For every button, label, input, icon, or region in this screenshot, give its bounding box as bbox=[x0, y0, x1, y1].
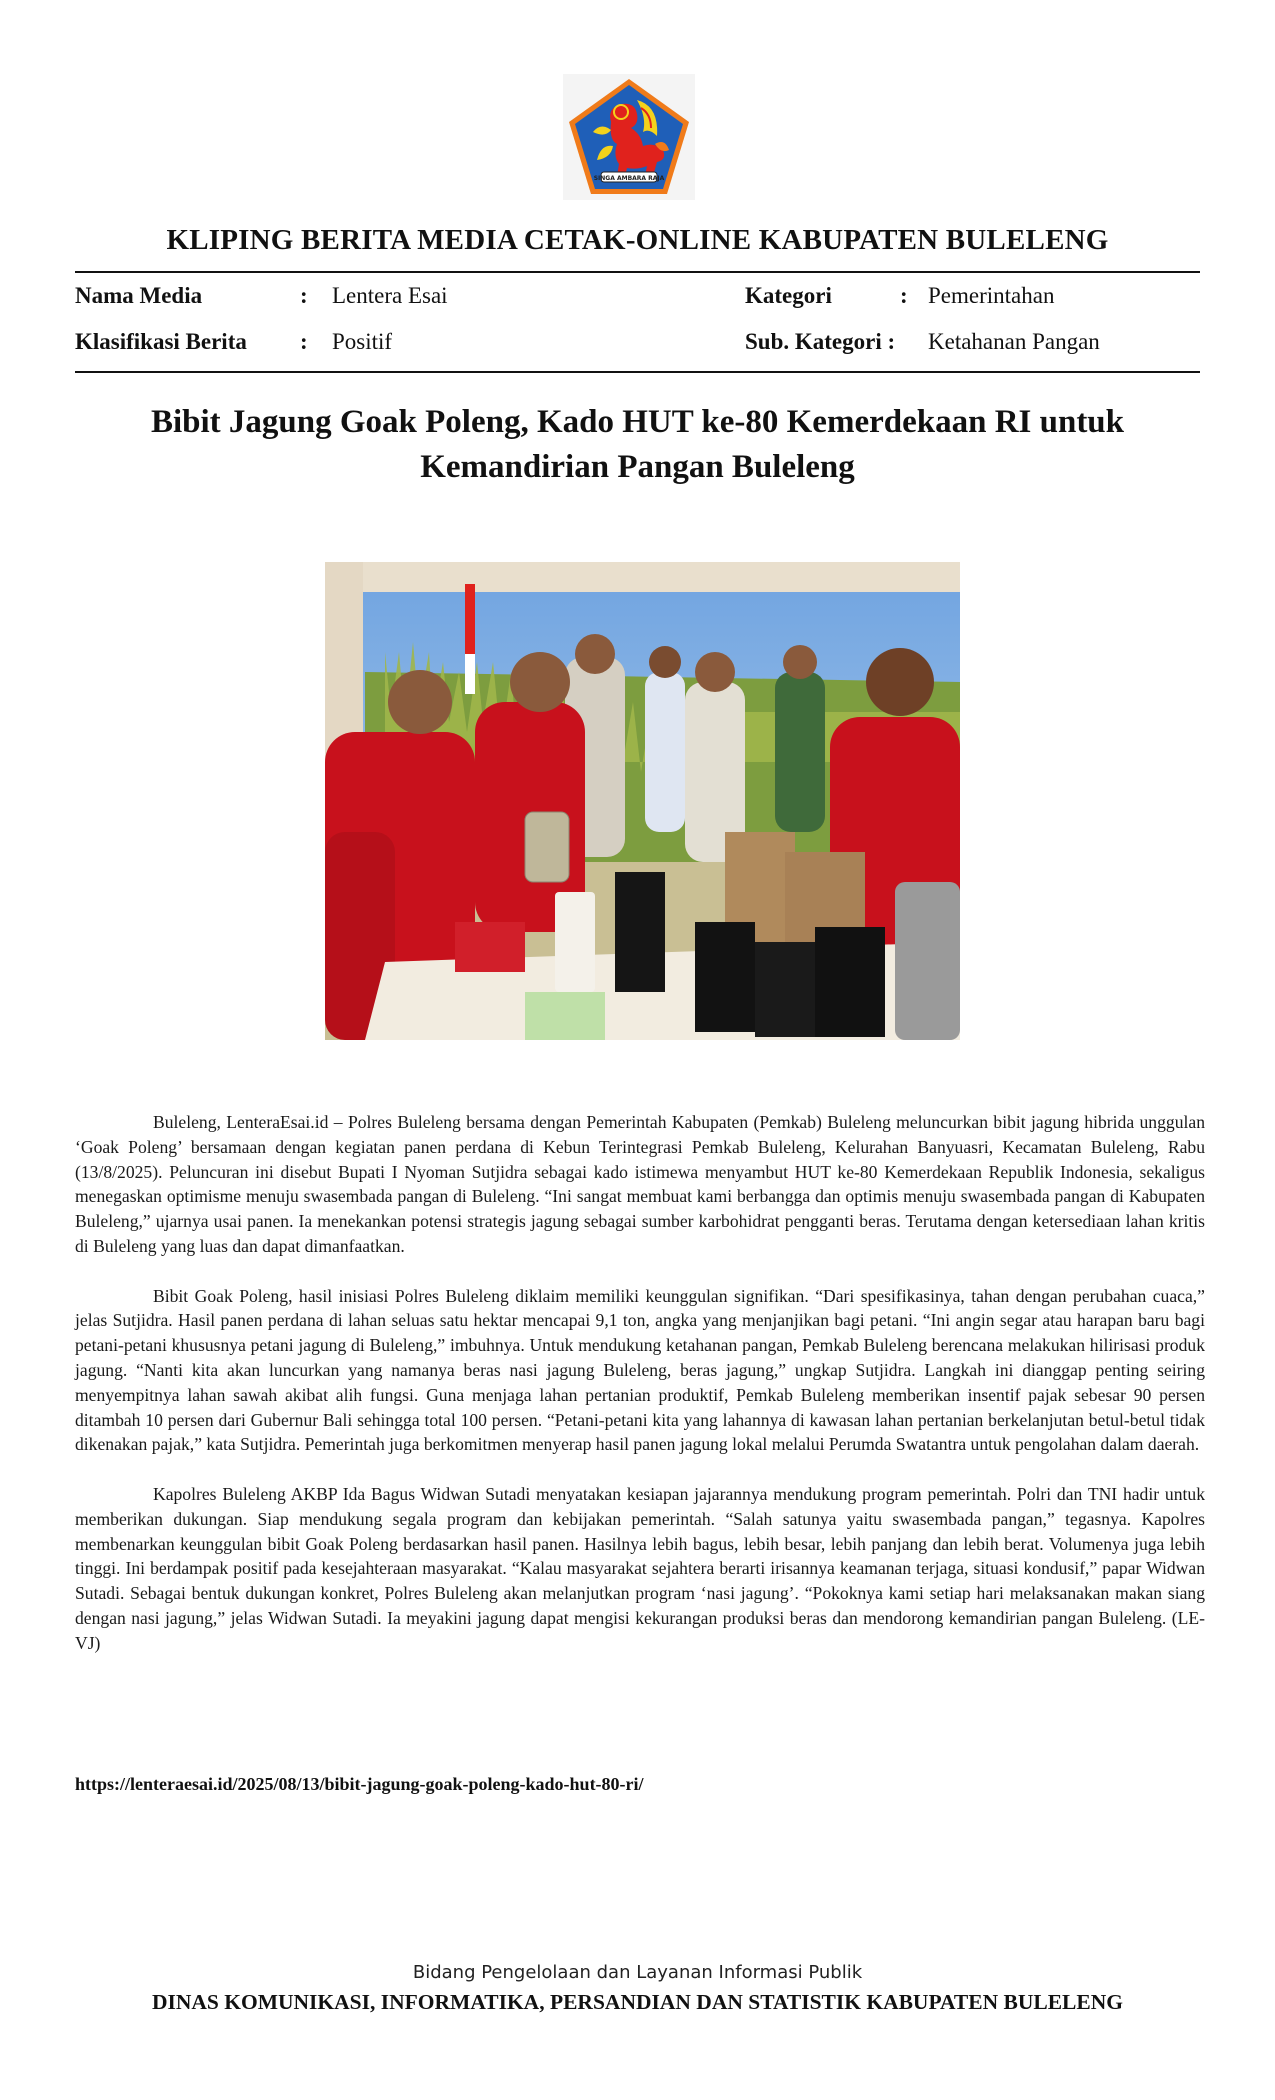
nama-media-colon: : bbox=[300, 283, 308, 308]
article-headline: Bibit Jagung Goak Poleng, Kado HUT ke-80 Kemerdekaan RI untuk Kemandirian Pangan Buleleng bbox=[150, 404, 1125, 485]
footer-unit-name: Bidang Pengelolaan dan Layanan Informasi Publik bbox=[412, 1962, 863, 1983]
kategori-label: Kategori bbox=[745, 283, 832, 308]
sub-kategori-label: Sub. Kategori : bbox=[745, 329, 896, 354]
crest-icon bbox=[563, 74, 695, 200]
source-url-link[interactable]: https://lenteraesai.id/2025/08/13/bibit-jagung-goak-poleng-kado-hut-80-ri/ bbox=[75, 1774, 644, 1794]
svg-text:SINGA AMBARA RAJA: SINGA AMBARA RAJA bbox=[593, 175, 665, 182]
article-paragraph-2: Bibit Goak Poleng, hasil inisiasi Polres Buleleng diklaim memiliki keunggulan signifikan. “Dari spesifikasinya, tahan dengan perubahan cuaca,” jelas Sutjidra. Hasil panen perdana di lahan seluas satu hektar mencapai 9,1 ton, angka yang menjanjikan bagi petani. “Ini angin segar atau harapan baru bagi petani-petani khususnya petani jagung di Buleleng,” imbuhnya. Untuk mendukung ketahanan pangan, Pemkab Buleleng berencana melakukan hilirisasi produk jagung. “Nanti kita akan luncurkan yang namanya beras nasi jagung Buleleng, beras jagung,” ungkap Sutjidra. Langkah ini dianggap penting seiring menyempitnya lahan sawah akibat alih fungsi. Guna menjaga lahan pertanian produktif, Pemkab Buleleng memberikan insentif pajak sebesar 90 persen ditambah 10 persen dari Gubernur Bali sehingga total 100 persen. “Petani-petani kita yang lahannya di kawasan lahan pertanian berkelanjutan betul-betul tidak dikenakan pajak,” kata Sutjidra. Pemerintah juga berkomitmen menyerap hasil panen jagung lokal melalui Perumda Swatantra untuk pengolahan dalam daerah. bbox=[75, 1285, 1205, 1455]
klasifikasi-label: Klasifikasi Berita bbox=[75, 329, 247, 354]
meta-row-1 bbox=[0, 282, 1275, 312]
kategori-value: Pemerintahan bbox=[928, 283, 1055, 308]
kliping-title: KLIPING BERITA MEDIA CETAK-ONLINE KABUPATEN BULELENG bbox=[166, 224, 1109, 256]
kabupaten-buleleng-crest-logo bbox=[563, 74, 695, 200]
article-paragraph-1: Buleleng, LenteraEsai.id – Polres Buleleng bersama dengan Pemerintah Kabupaten (Pemkab) Buleleng meluncurkan bibit jagung hibrida unggulan ‘Goak Poleng’ bersamaan dengan kegiatan panen perdana di Kebun Terintegrasi Pemkab Buleleng, Kelurahan Banyuasri, Kecamatan Buleleng, Rabu (13/8/2025). Peluncuran ini disebut Bupati I Nyoman Sutjidra sebagai kado istimewa menyambut HUT ke-80 Kemerdekaan Republik Indonesia, sekaligus menegaskan optimisme menuju swasembada pangan di Buleleng. “Ini sangat membuat kami berbangga dan optimis menuju swasembada pangan di Kabupaten Buleleng,” ujarnya usai panen. Ia menekankan potensi strategis jagung sebagai sumber karbohidrat pengganti beras. Terutama dengan ketersediaan lahan kritis di Buleleng yang luas dan dapat dimanfaatkan. bbox=[75, 1112, 1205, 1256]
meta-top-divider bbox=[75, 271, 1200, 273]
meta-bottom-divider bbox=[75, 371, 1200, 373]
kategori-colon: : bbox=[900, 283, 908, 308]
sub-kategori-value: Ketahanan Pangan bbox=[928, 329, 1100, 354]
officials-photo-image bbox=[325, 562, 960, 1040]
meta-row-2 bbox=[0, 328, 1275, 358]
article-paragraph-3: Kapolres Buleleng AKBP Ida Bagus Widwan Sutadi menyatakan kesiapan jajarannya mendukung program pemerintah. Polri dan TNI hadir untuk memberikan dukungan. Siap mendukung segala program dan kebijakan pemerintah. “Salah satunya yaitu swasembada pangan,” tegasnya. Kapolres membenarkan keunggulan bibit Goak Poleng berdasarkan hasil panen. Hasilnya lebih bagus, lebih besar, lebih panjang dan lebih berat. Volumenya juga lebih tinggi. Ini berdampak positif pada kesejahteraan masyarakat. “Kalau masyarakat sejahtera berarti irisannya keamanan terjaga, situasi kondusif,” papar Widwan Sutadi. Sebagai bentuk dukungan konkret, Polres Buleleng akan melanjutkan program ‘nasi jagung’. “Pokoknya kami setiap hari melaksanakan makan siang dengan nasi jagung,” jelas Widwan Sutadi. Ia meyakini jagung dapat mengisi kekurangan produksi beras dan mendorong kemandirian pangan Buleleng. (LE-VJ) bbox=[75, 1483, 1205, 1653]
footer-agency-name: DINAS KOMUNIKASI, INFORMATIKA, PERSANDIAN DAN STATISTIK KABUPATEN BULELENG bbox=[151, 1990, 1123, 2014]
klasifikasi-colon: : bbox=[300, 329, 308, 354]
nama-media-label: Nama Media bbox=[75, 283, 203, 308]
klasifikasi-value: Positif bbox=[332, 329, 393, 354]
nama-media-value: Lentera Esai bbox=[332, 283, 448, 308]
article-photo bbox=[325, 562, 960, 1040]
article-body bbox=[75, 1110, 1205, 1680]
